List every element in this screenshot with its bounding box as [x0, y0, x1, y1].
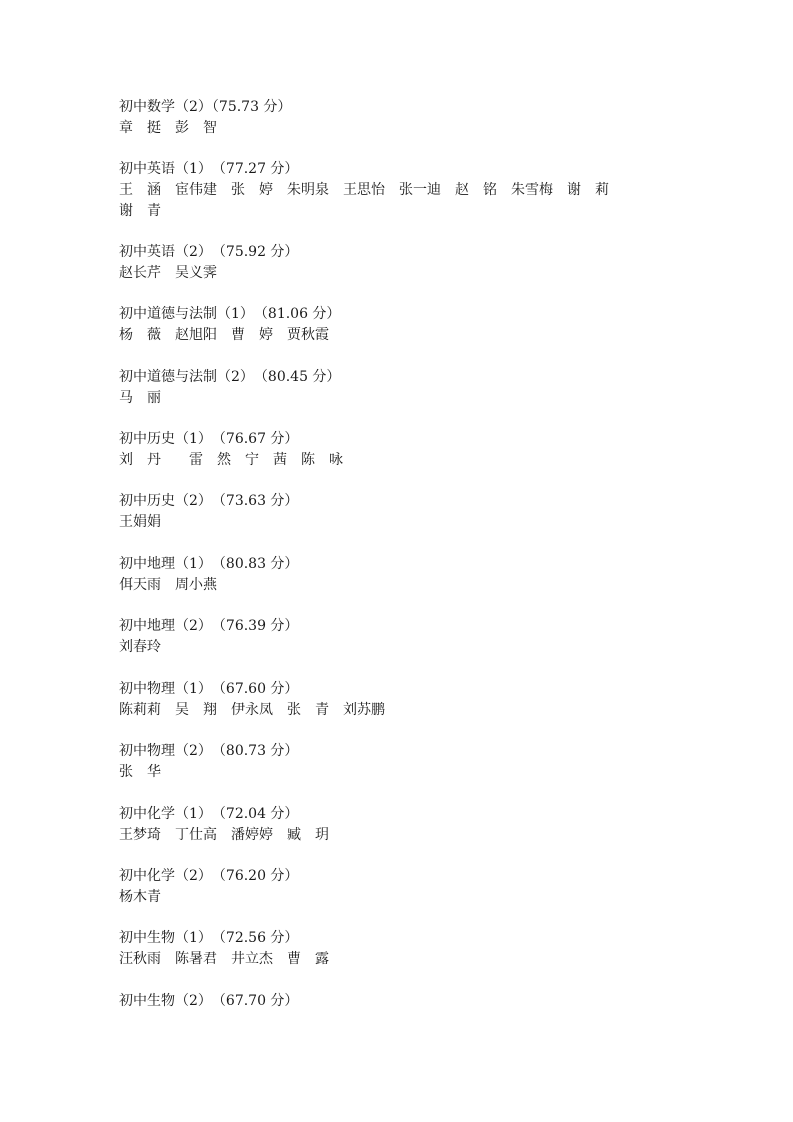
section-title: 初中历史（1） （76.67 分）	[119, 431, 299, 447]
section-title: 初中道德与法制（2） （80.45 分）	[119, 369, 341, 385]
section-physics-1	[119, 679, 679, 721]
name-list: 张 华	[119, 764, 161, 780]
section-history-2	[119, 491, 679, 533]
section-title: 初中英语（1） （77.27 分）	[119, 161, 299, 177]
name-list: 杨木青	[119, 889, 161, 905]
section-title: 初中英语（2） （75.92 分）	[119, 244, 299, 260]
section-chemistry-2	[119, 866, 679, 908]
name-list: 陈莉莉 吴 翔 伊永凤 张 青 刘苏鹏	[119, 702, 385, 718]
name-list: 马 丽	[119, 390, 161, 406]
name-list: 王梦琦 丁仕高 潘婷婷 臧 玥	[119, 827, 329, 843]
section-title: 初中生物（2） （67.70 分）	[119, 993, 299, 1009]
section-title: 初中物理（2） （80.73 分）	[119, 743, 299, 759]
section-geography-2	[119, 616, 679, 658]
name-list: 佴天雨 周小燕	[119, 577, 217, 593]
name-list: 刘 丹 雷 然 宁 茜 陈 咏	[119, 452, 343, 468]
name-list: 谢 青	[119, 203, 161, 219]
section-history-1	[119, 429, 679, 471]
name-list: 章 挺 彭 智	[119, 120, 217, 136]
section-title: 初中物理（1） （67.60 分）	[119, 681, 299, 697]
section-morality-2	[119, 367, 679, 409]
section-title: 初中化学（2） （76.20 分）	[119, 868, 299, 884]
section-physics-2	[119, 741, 679, 783]
section-morality-1	[119, 304, 679, 346]
section-title: 初中地理（1） （80.83 分）	[119, 556, 299, 572]
section-title: 初中地理（2） （76.39 分）	[119, 618, 299, 634]
name-list: 刘春玲	[119, 639, 161, 655]
name-list: 汪秋雨 陈暑君 井立杰 曹 露	[119, 951, 329, 967]
section-biology-2	[119, 991, 679, 1012]
section-chemistry-1	[119, 804, 679, 846]
section-title: 初中生物（1） （72.56 分）	[119, 930, 299, 946]
name-list: 赵长芹 吴义霁	[119, 265, 217, 281]
section-english-1	[119, 159, 679, 222]
section-math-2	[119, 97, 679, 139]
name-list: 杨 薇 赵旭阳 曹 婷 贾秋霞	[119, 327, 329, 343]
section-english-2	[119, 242, 679, 284]
name-list: 王 涵 宦伟建 张 婷 朱明泉 王思怡 张一迪 赵 铭 朱雪梅 谢 莉	[119, 182, 609, 198]
section-title: 初中数学（2）（75.73 分）	[119, 99, 292, 115]
section-title: 初中历史（2） （73.63 分）	[119, 493, 299, 509]
name-list: 王娟娟	[119, 514, 161, 530]
section-geography-1	[119, 554, 679, 596]
section-title: 初中道德与法制（1） （81.06 分）	[119, 306, 341, 322]
section-biology-1	[119, 928, 679, 970]
section-title: 初中化学（1） （72.04 分）	[119, 806, 299, 822]
